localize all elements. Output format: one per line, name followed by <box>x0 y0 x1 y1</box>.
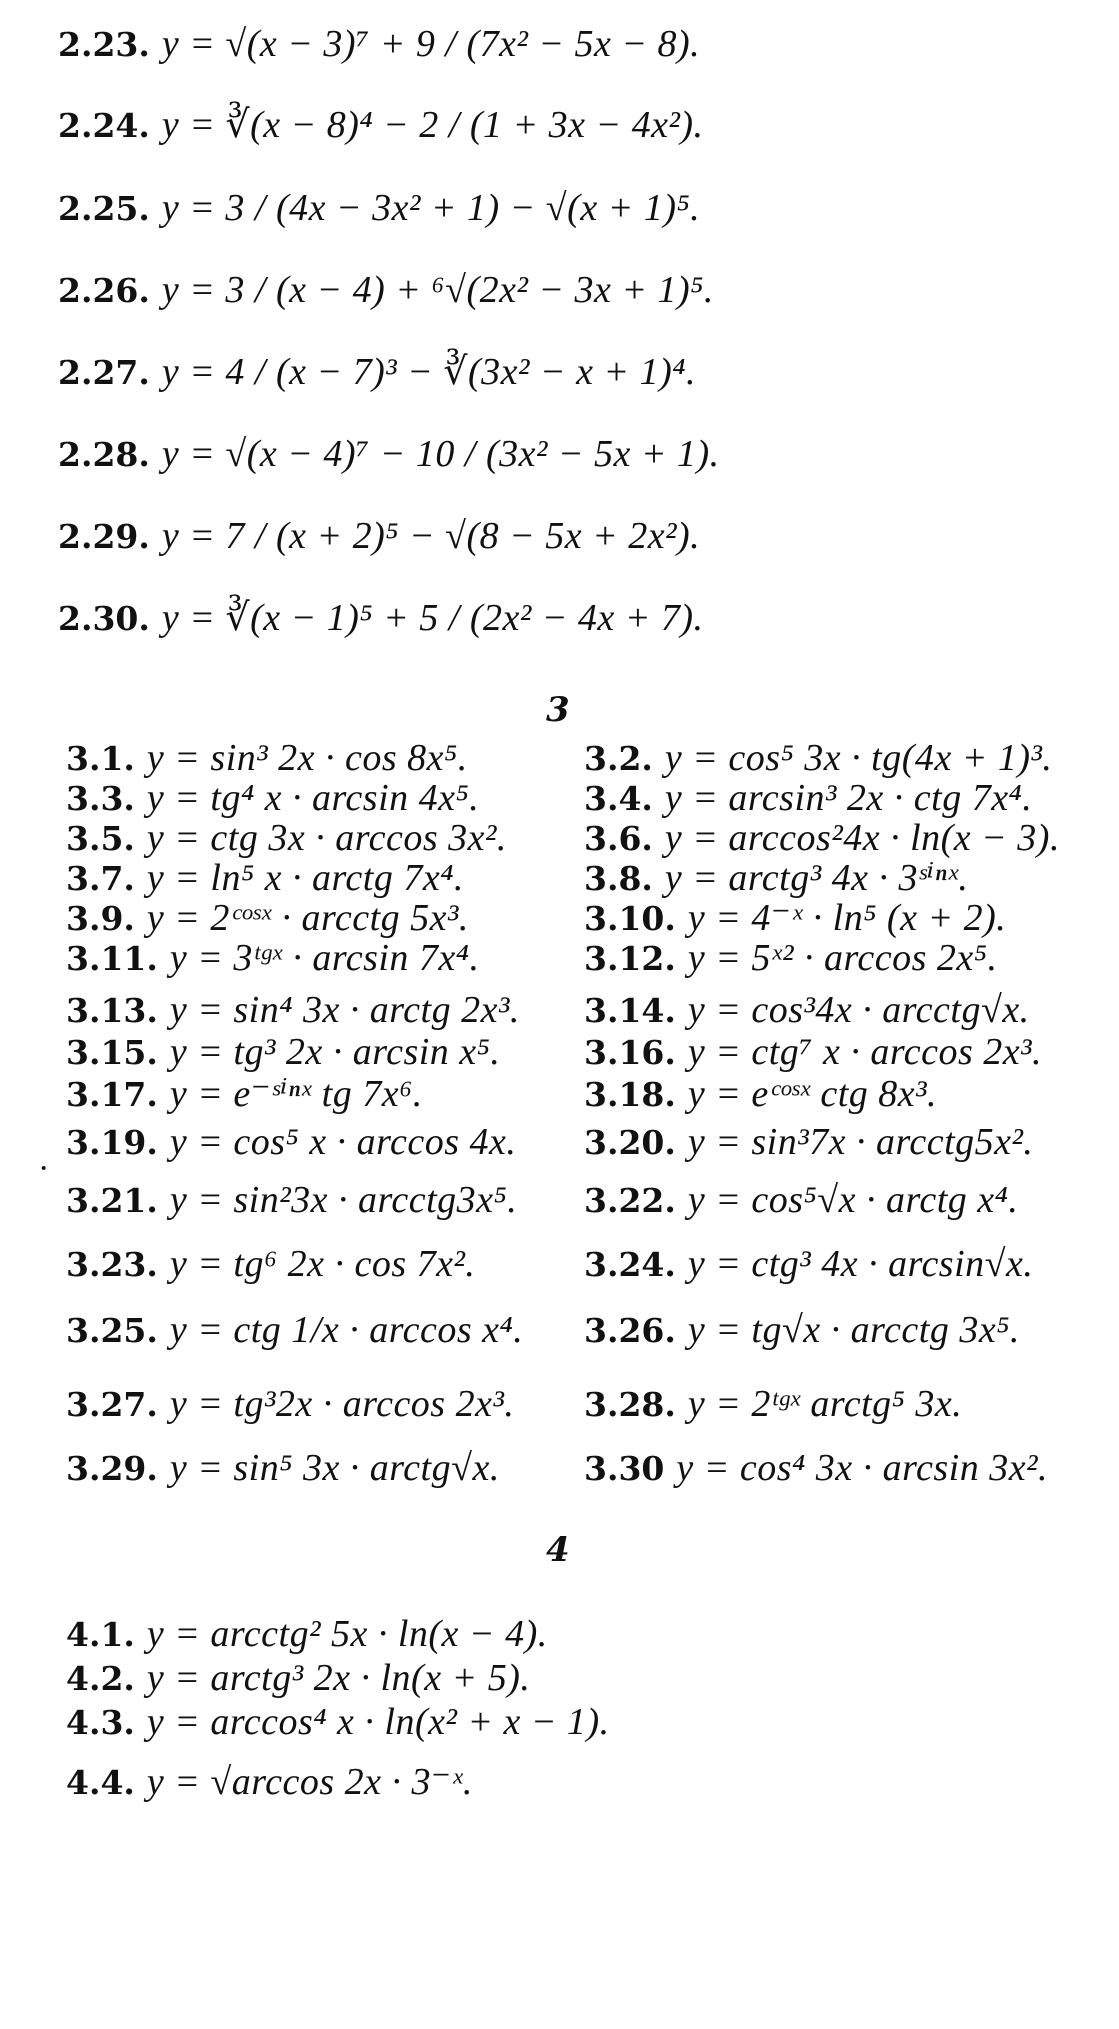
formula: y = sin²3x · arcctg3x⁵. <box>169 1179 518 1221</box>
problem-number: 3.18. <box>584 1075 676 1114</box>
formula: y = cos⁵ x · arccos 4x. <box>169 1121 517 1163</box>
problem-number: 2.23. <box>58 25 150 64</box>
problem-4-2 <box>66 1656 530 1701</box>
formula: y = 4 / (x − 7)³ − ∛(3x² − x + 1)⁴. <box>161 351 696 393</box>
problem-number: 3.14. <box>584 991 676 1030</box>
formula: y = sin⁵ 3x · arctg√x. <box>169 1447 500 1489</box>
formula: y = cos⁵√x · arctg x⁴. <box>687 1179 1019 1221</box>
problem-4-3 <box>66 1700 610 1745</box>
problem-number: 2.30. <box>58 599 150 638</box>
formula: y = ∛(x − 8)⁴ − 2 / (1 + 3x − 4x²). <box>161 104 704 146</box>
problem-3-11 <box>66 936 480 981</box>
formula: y = 2ᵗᵍˣ arctg⁵ 3x. <box>687 1383 963 1425</box>
problem-number: 3.8. <box>584 859 653 898</box>
problem-2-30 <box>58 596 704 641</box>
problem-3-23 <box>66 1242 475 1287</box>
problem-3-12 <box>584 936 997 981</box>
formula: y = sin⁴ 3x · arctg 2x³. <box>169 989 520 1031</box>
problem-3-15 <box>66 1030 500 1075</box>
problem-number: 3.6. <box>584 819 653 858</box>
problem-number: 3.17. <box>66 1075 158 1114</box>
formula: y = ln⁵ x · arctg 7x⁴. <box>146 857 464 899</box>
formula: y = eᶜᵒˢˣ ctg 8x³. <box>687 1073 938 1115</box>
formula: y = 3ᵗᵍˣ · arcsin 7x⁴. <box>169 937 480 979</box>
problem-3-16 <box>584 1030 1042 1075</box>
problem-2-23 <box>58 22 700 67</box>
problem-number: 3.27. <box>66 1385 158 1424</box>
formula: y = ctg 1/x · arccos x⁴. <box>169 1309 524 1351</box>
problem-number: 3.21. <box>66 1181 158 1220</box>
formula: y = sin³ 2x · cos 8x⁵. <box>146 737 468 779</box>
formula: y = 5ˣ² · arccos 2x⁵. <box>687 937 998 979</box>
problem-number: 3.20. <box>584 1123 676 1162</box>
formula: y = cos³4x · arcctg√x. <box>687 989 1030 1031</box>
formula: y = tg³2x · arccos 2x³. <box>169 1383 515 1425</box>
problem-number: 2.24. <box>58 106 150 145</box>
problem-3-4 <box>584 776 1032 821</box>
formula: y = ctg 3x · arccos 3x². <box>146 817 507 859</box>
problem-number: 3.28. <box>584 1385 676 1424</box>
problem-number: 3.19. <box>66 1123 158 1162</box>
problem-4-4 <box>66 1760 473 1805</box>
problem-number: 3.24. <box>584 1245 676 1284</box>
problem-3-25 <box>66 1308 523 1353</box>
problem-number: 2.28. <box>58 435 150 474</box>
problem-number: 3.3. <box>66 779 135 818</box>
formula: y = ∛(x − 1)⁵ + 5 / (2x² − 4x + 7). <box>161 597 704 639</box>
problem-number: 3.26. <box>584 1311 676 1350</box>
formula: y = sin³7x · arcctg5x². <box>687 1121 1034 1163</box>
problem-3-2 <box>584 736 1052 781</box>
problem-number: 3.13. <box>66 991 158 1030</box>
section-3-heading: 3 <box>546 690 570 730</box>
problem-3-29 <box>66 1446 500 1491</box>
problem-3-17 <box>66 1072 423 1117</box>
formula: y = cos⁵ 3x · tg(4x + 1)³. <box>664 737 1053 779</box>
problem-number: 4.1. <box>66 1615 135 1654</box>
problem-3-10 <box>584 896 1006 941</box>
formula: y = √arccos 2x · 3⁻ˣ. <box>146 1761 473 1803</box>
formula: y = tg³ 2x · arcsin x⁵. <box>169 1031 501 1073</box>
problem-3-7 <box>66 856 464 901</box>
formula: y = 3 / (4x − 3x² + 1) − √(x + 1)⁵. <box>161 187 701 229</box>
problem-number: 3.22. <box>584 1181 676 1220</box>
problem-3-3 <box>66 776 479 821</box>
problem-3-19 <box>66 1120 516 1165</box>
formula: y = cos⁴ 3x · arcsin 3x². <box>676 1447 1048 1489</box>
formula: y = arcsin³ 2x · ctg 7x⁴. <box>664 777 1033 819</box>
problem-3-30 <box>584 1446 1048 1491</box>
problem-2-29 <box>58 514 700 559</box>
formula: y = ctg⁷ x · arccos 2x³. <box>687 1031 1043 1073</box>
problem-number: 3.9. <box>66 899 135 938</box>
problem-2-28 <box>58 432 720 477</box>
formula: y = √(x − 4)⁷ − 10 / (3x² − 5x + 1). <box>161 433 720 475</box>
problem-3-9 <box>66 896 469 941</box>
problem-3-18 <box>584 1072 937 1117</box>
problem-number: 3.12. <box>584 939 676 978</box>
formula: y = 3 / (x − 4) + ⁶√(2x² − 3x + 1)⁵. <box>161 269 714 311</box>
formula: y = tg√x · arcctg 3x⁵. <box>687 1309 1020 1351</box>
problem-number: 3.11. <box>66 939 158 978</box>
margin-mark: · <box>38 1150 50 1187</box>
problem-3-24 <box>584 1242 1033 1287</box>
problem-3-27 <box>66 1382 514 1427</box>
formula: y = arccos²4x · ln(x − 3). <box>664 817 1060 859</box>
problem-3-13 <box>66 988 520 1033</box>
formula: y = √(x − 3)⁷ + 9 / (7x² − 5x − 8). <box>161 23 701 65</box>
problem-number: 3.4. <box>584 779 653 818</box>
problem-3-28 <box>584 1382 962 1427</box>
problem-3-20 <box>584 1120 1033 1165</box>
problem-2-25 <box>58 186 700 231</box>
formula: y = arcctg² 5x · ln(x − 4). <box>146 1613 548 1655</box>
problem-number: 3.29. <box>66 1449 158 1488</box>
formula: y = tg⁶ 2x · cos 7x². <box>169 1243 476 1285</box>
problem-2-24 <box>58 103 704 148</box>
problem-number: 3.23. <box>66 1245 158 1284</box>
problem-3-21 <box>66 1178 517 1223</box>
problem-number: 3.2. <box>584 739 653 778</box>
problem-number: 4.2. <box>66 1659 135 1698</box>
problem-3-8 <box>584 856 968 901</box>
problem-number: 3.30 <box>584 1449 665 1488</box>
problem-3-6 <box>584 816 1060 861</box>
problem-number: 3.7. <box>66 859 135 898</box>
formula: y = arctg³ 2x · ln(x + 5). <box>146 1657 531 1699</box>
section-4-heading: 4 <box>546 1530 570 1570</box>
problem-number: 3.5. <box>66 819 135 858</box>
problem-number: 2.27. <box>58 353 150 392</box>
formula: y = arctg³ 4x · 3ˢⁱⁿˣ. <box>664 857 969 899</box>
problem-number: 4.3. <box>66 1703 135 1742</box>
problem-number: 3.16. <box>584 1033 676 1072</box>
problem-4-1 <box>66 1612 548 1657</box>
problem-number: 3.25. <box>66 1311 158 1350</box>
problem-number: 2.26. <box>58 271 150 310</box>
formula: y = arccos⁴ x · ln(x² + x − 1). <box>146 1701 610 1743</box>
problem-3-22 <box>584 1178 1018 1223</box>
problem-2-27 <box>58 350 696 395</box>
problem-3-26 <box>584 1308 1020 1353</box>
problem-3-5 <box>66 816 507 861</box>
problem-2-26 <box>58 268 714 313</box>
problem-number: 3.10. <box>584 899 676 938</box>
formula: y = 2ᶜᵒˢˣ · arcctg 5x³. <box>146 897 469 939</box>
problem-number: 4.4. <box>66 1763 135 1802</box>
problem-number: 3.15. <box>66 1033 158 1072</box>
formula: y = tg⁴ x · arcsin 4x⁵. <box>146 777 480 819</box>
problem-3-14 <box>584 988 1030 1033</box>
formula: y = 7 / (x + 2)⁵ − √(8 − 5x + 2x²). <box>161 515 701 557</box>
formula: y = ctg³ 4x · arcsin√x. <box>687 1243 1034 1285</box>
problem-number: 2.25. <box>58 189 150 228</box>
formula: y = e⁻ˢⁱⁿˣ tg 7x⁶. <box>169 1073 423 1115</box>
problem-number: 3.1. <box>66 739 135 778</box>
formula: y = 4⁻ˣ · ln⁵ (x + 2). <box>687 897 1007 939</box>
problem-number: 2.29. <box>58 517 150 556</box>
problem-3-1 <box>66 736 468 781</box>
